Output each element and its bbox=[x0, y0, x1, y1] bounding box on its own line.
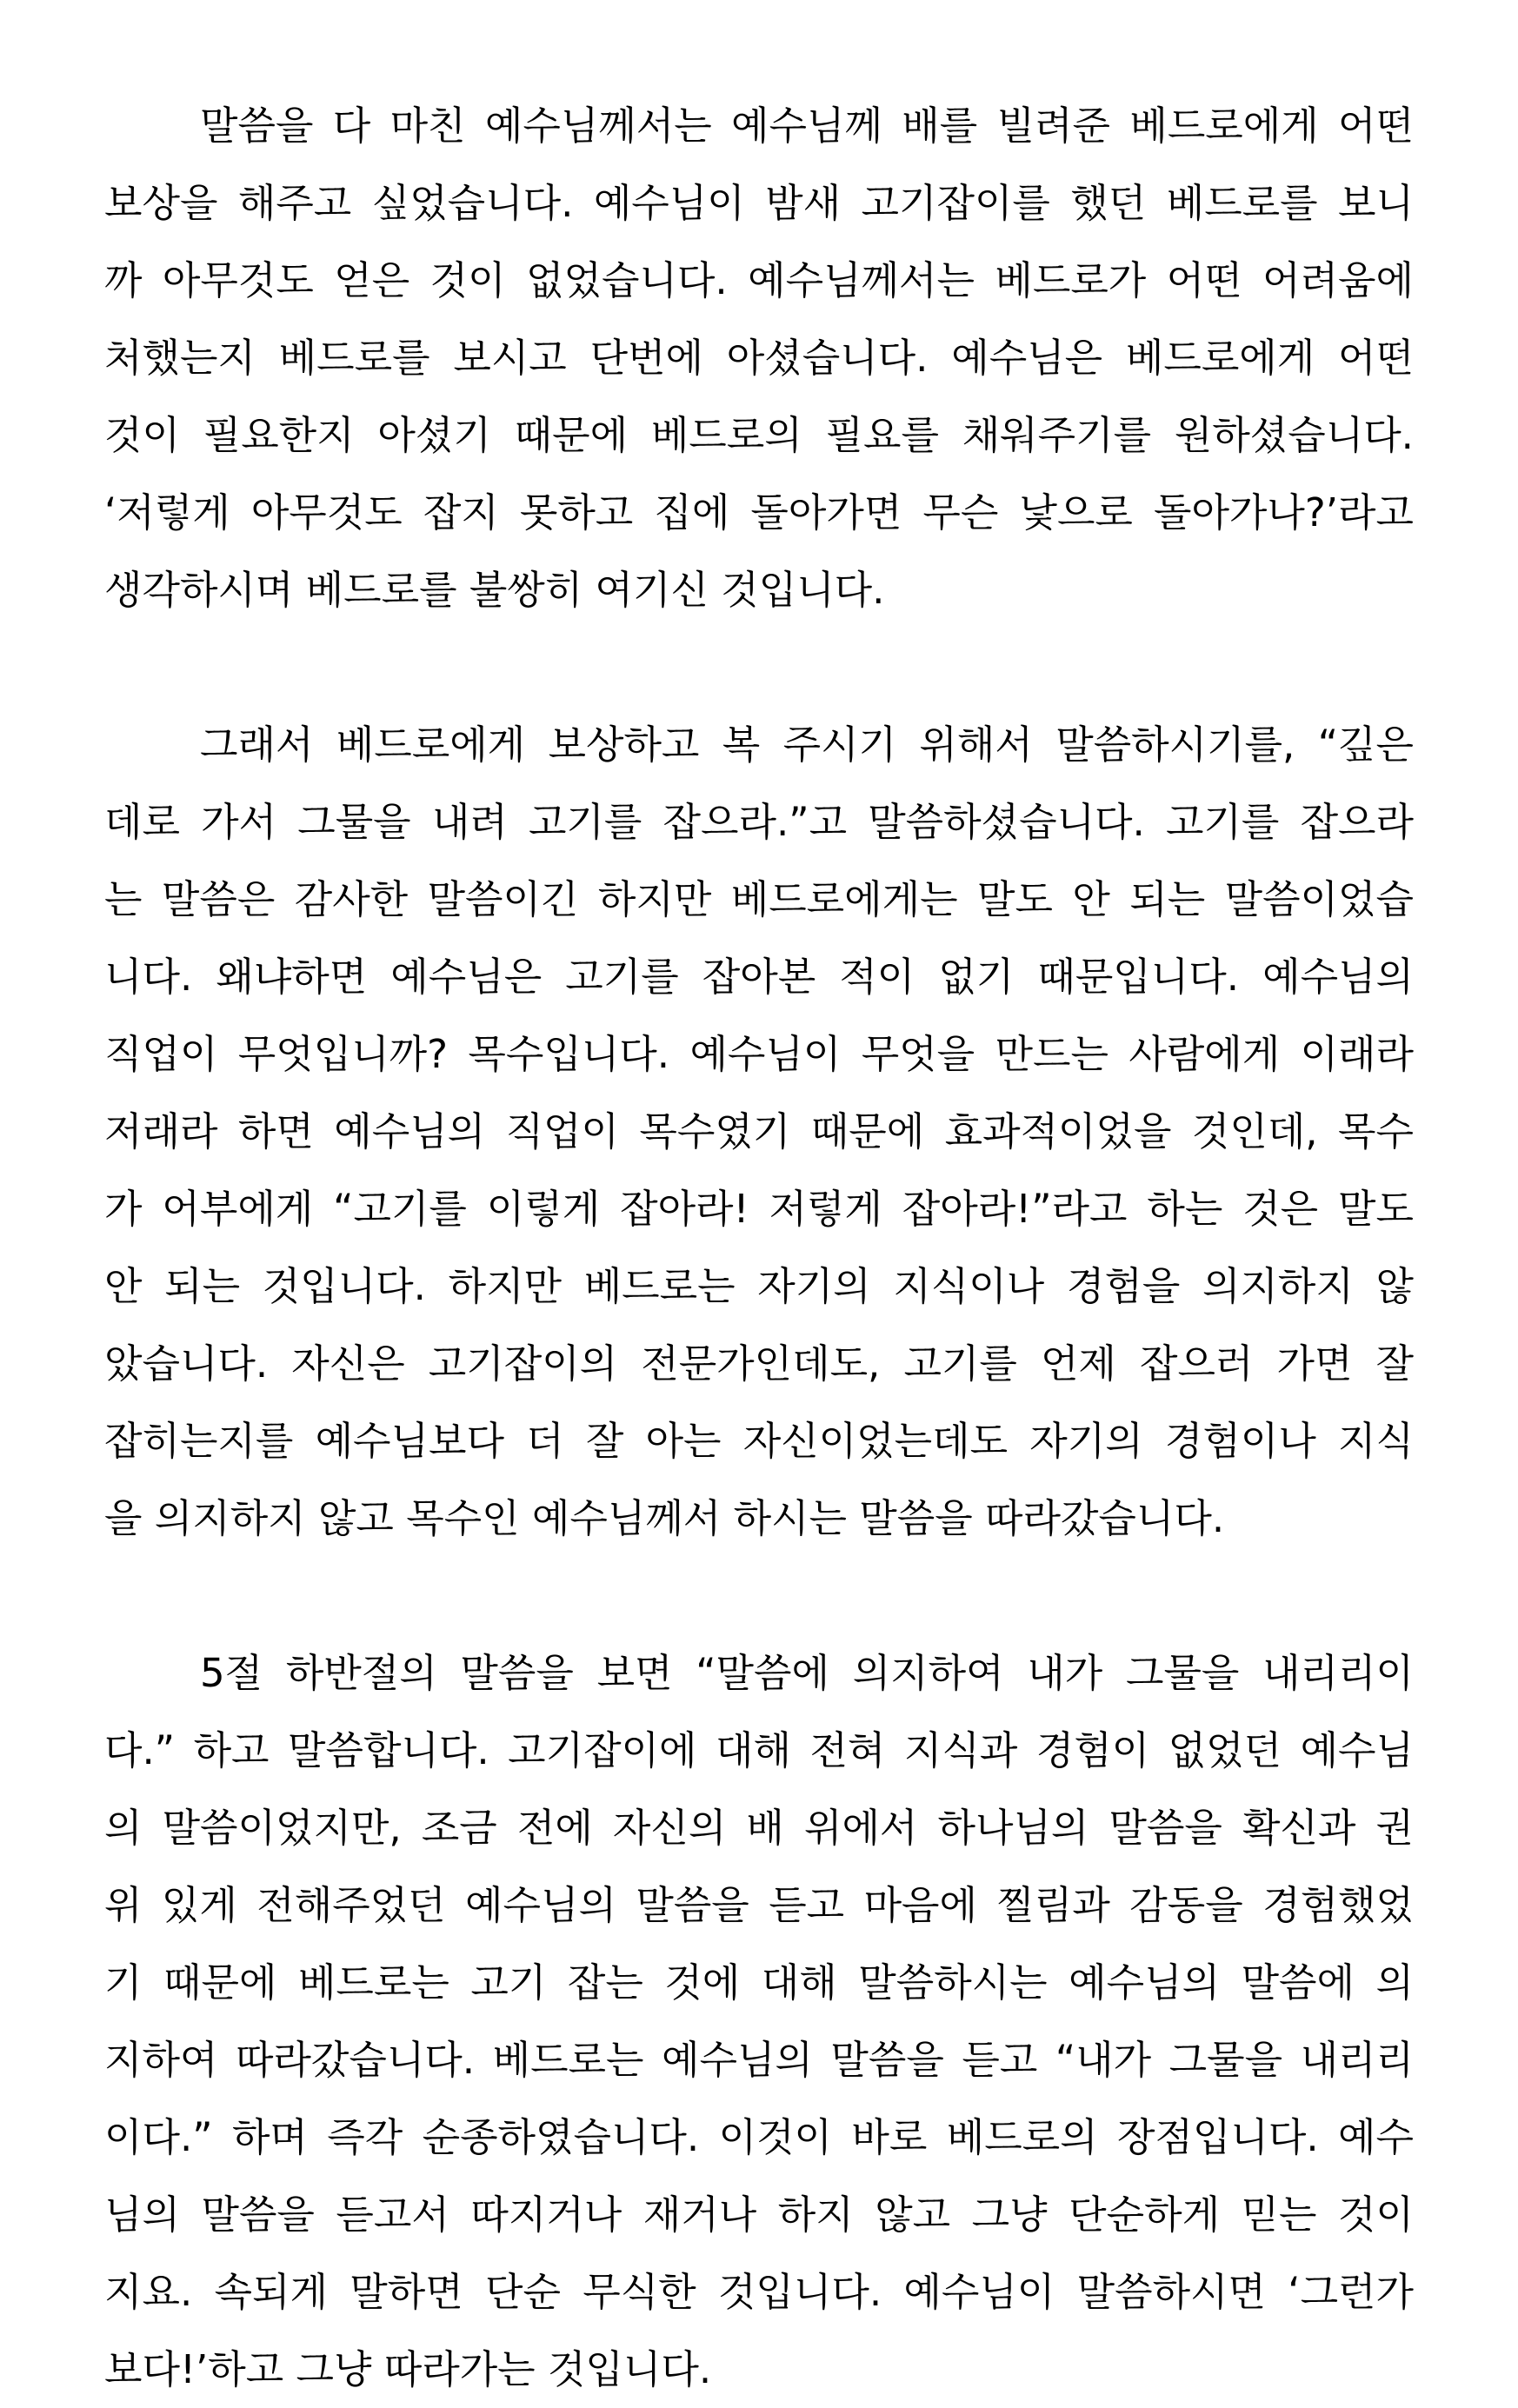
text-line: 니다. 왜냐하면 예수님은 고기를 잡아본 적이 없기 때문입니다. 예수님의 bbox=[104, 954, 1414, 1000]
text-line: 았습니다. 자신은 고기잡이의 전문가인데도, 고기를 언제 잡으러 가면 잘 bbox=[104, 1340, 1414, 1387]
text-line: 저래라 하면 예수님의 직업이 목수였기 때문에 효과적이었을 것인데, 목수 bbox=[104, 1108, 1414, 1154]
text-line: 그래서 베드로에게 보상하고 복 주시기 위해서 말씀하시기를, “깊은 bbox=[200, 722, 1414, 768]
text-line: ‘저렇게 아무것도 잡지 못하고 집에 돌아가면 무슨 낯으로 돌아가나?’라고 bbox=[104, 489, 1414, 535]
text-line: 말씀을 다 마친 예수님께서는 예수님께 배를 빌려준 베드로에게 어떤 bbox=[200, 103, 1414, 149]
text-line: 이다.” 하며 즉각 순종하였습니다. 이것이 바로 베드로의 장점입니다. 예수 bbox=[104, 2114, 1414, 2160]
text-line: 의 말씀이었지만, 조금 전에 자신의 배 위에서 하나님의 말씀을 확신과 권 bbox=[104, 1805, 1414, 1851]
paragraph-3 bbox=[104, 1634, 1414, 2408]
text-line: 보상을 해주고 싶었습니다. 예수님이 밤새 고기잡이를 했던 베드로를 보니 bbox=[104, 180, 1414, 226]
text-line: 처했는지 베드로를 보시고 단번에 아셨습니다. 예수님은 베드로에게 어떤 bbox=[104, 335, 1414, 381]
text-line: 가 어부에게 “고기를 이렇게 잡아라! 저렇게 잡아라!”라고 하는 것은 말도 bbox=[104, 1186, 1414, 1232]
text-line: 5절 하반절의 말씀을 보면 “말씀에 의지하여 내가 그물을 내리리이 bbox=[200, 1650, 1414, 1696]
paragraph-1 bbox=[104, 87, 1414, 629]
document-page bbox=[104, 87, 1414, 2408]
text-line: 까 아무것도 얻은 것이 없었습니다. 예수님께서는 베드로가 어떤 어려움에 bbox=[104, 257, 1414, 303]
text-line: 을 의지하지 않고 목수인 예수님께서 하시는 말씀을 따라갔습니다. bbox=[104, 1495, 1225, 1541]
text-line: 는 말씀은 감사한 말씀이긴 하지만 베드로에게는 말도 안 되는 말씀이었습 bbox=[104, 876, 1414, 922]
text-line: 지하여 따라갔습니다. 베드로는 예수님의 말씀을 듣고 “내가 그물을 내리리 bbox=[104, 2037, 1414, 2083]
text-line: 직업이 무엇입니까? 목수입니다. 예수님이 무엇을 만드는 사람에게 이래라 bbox=[104, 1031, 1414, 1077]
text-line: 데로 가서 그물을 내려 고기를 잡으라.”고 말씀하셨습니다. 고기를 잡으라 bbox=[104, 799, 1414, 845]
text-line: 님의 말씀을 듣고서 따지거나 재거나 하지 않고 그냥 단순하게 믿는 것이 bbox=[104, 2192, 1414, 2238]
text-line: 위 있게 전해주었던 예수님의 말씀을 듣고 마음에 찔림과 감동을 경험했었 bbox=[104, 1882, 1414, 1928]
text-line: 다.” 하고 말씀합니다. 고기잡이에 대해 전혀 지식과 경험이 없었던 예수님 bbox=[104, 1727, 1414, 1773]
text-line: 지요. 속되게 말하면 단순 무식한 것입니다. 예수님이 말씀하시면 ‘그런가 bbox=[104, 2269, 1414, 2315]
text-line: 것이 필요한지 아셨기 때문에 베드로의 필요를 채워주기를 원하셨습니다. bbox=[104, 412, 1414, 458]
text-line: 안 되는 것입니다. 하지만 베드로는 자기의 지식이나 경험을 의지하지 않 bbox=[104, 1263, 1414, 1309]
text-line: 기 때문에 베드로는 고기 잡는 것에 대해 말씀하시는 예수님의 말씀에 의 bbox=[104, 1959, 1414, 2006]
text-line: 잡히는지를 예수님보다 더 잘 아는 자신이었는데도 자기의 경험이나 지식 bbox=[104, 1418, 1414, 1464]
paragraph-2 bbox=[104, 706, 1414, 1557]
text-line: 생각하시며 베드로를 불쌍히 여기신 것입니다. bbox=[104, 567, 885, 613]
text-line: 보다!’하고 그냥 따라가는 것입니다. bbox=[104, 2346, 712, 2392]
